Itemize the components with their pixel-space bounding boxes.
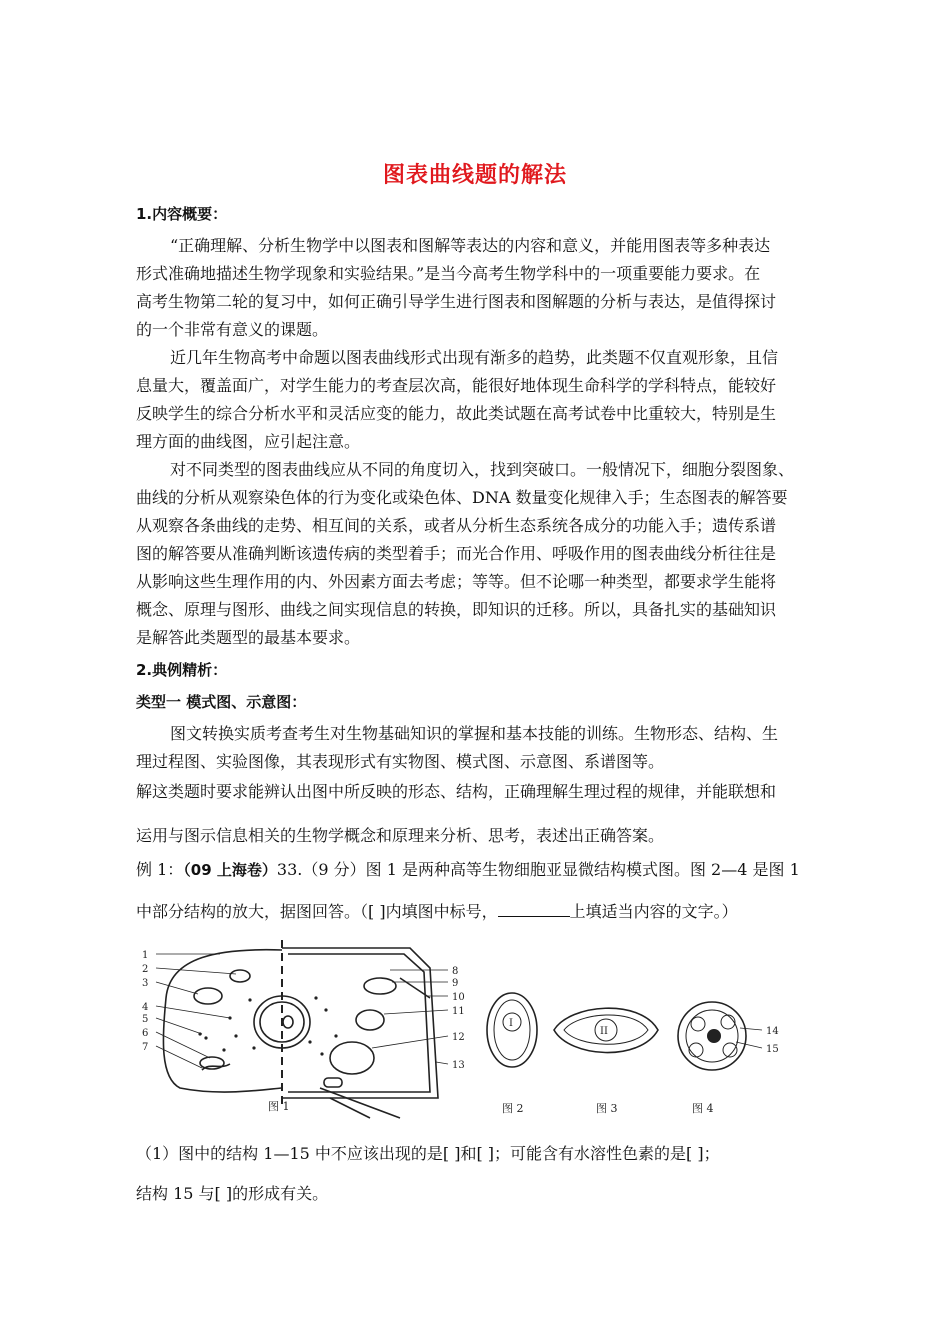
- nucleolus: [283, 1016, 293, 1028]
- example-1-line-2: [136, 902, 816, 922]
- vacuole: [330, 1042, 374, 1074]
- figure-caption: 图 3: [596, 1102, 618, 1115]
- paragraph-line: 从影响这些生理作用的内、外因素方面去考虑；等等。但不论哪一种类型，都要求学生能将: [136, 572, 777, 591]
- structure-label: 12: [452, 1032, 465, 1043]
- paragraph-line: 从观察各条曲线的走势、相互间的关系，或者从分析生态系统各成分的功能入手；遗传系谱: [136, 516, 777, 535]
- answer-blank[interactable]: [498, 902, 570, 917]
- paragraph-line: 图的解答要从准确判断该遗传病的类型着手；而光合作用、呼吸作用的图表曲线分析往往是: [136, 544, 777, 563]
- section-2-heading: 2.典例精析：: [136, 661, 228, 679]
- structure-label: 10: [452, 992, 465, 1003]
- structure-label: 4: [142, 1002, 149, 1013]
- figure-caption: 图 4: [692, 1102, 714, 1115]
- figure-2-mark: I: [509, 1018, 513, 1029]
- example-text: 上填适当内容的文字。）: [569, 902, 738, 921]
- paragraph-line: “正确理解、分析生物学中以图表和图解等表达的内容和意义，并能用图表等多种表达: [170, 236, 771, 255]
- type-1-heading: 类型一 模式图、示意图：: [136, 693, 307, 711]
- plant-cell-wall: [282, 948, 438, 1098]
- example-text: 33.（9 分）图 1 是两种高等生物细胞亚显微结构模式图。图 2—4 是图 1: [276, 860, 800, 879]
- paragraph-line: 形式准确地描述生物学现象和实验结果。”是当今高考生物学科中的一项重要能力要求。在: [136, 264, 761, 283]
- example-prefix: 例 1：: [136, 860, 184, 879]
- structure-label: 9: [452, 978, 459, 989]
- paragraph-line: 近几年生物高考中命题以图表曲线形式出现有渐多的趋势，此类题不仅直观形象，且信: [170, 348, 779, 367]
- figure-caption: 图 1: [268, 1100, 290, 1113]
- golgi-body: [230, 970, 250, 982]
- mitochondrion: [200, 1057, 224, 1069]
- structure-label: 2: [142, 964, 149, 975]
- paragraph-line: 概念、原理与图形、曲线之间实现信息的转换，即知识的迁移。所以，具备扎实的基础知识: [136, 600, 777, 619]
- paragraph-line: 曲线的分析从观察染色体的行为变化或染色体、DNA 数量变化规律入手；生态图表的解答要: [136, 488, 788, 507]
- paragraph-line: 图文转换实质考查考生对生物基础知识的掌握和基本技能的训练。生物形态、结构、生: [170, 724, 779, 743]
- question-1-line-2: 结构 15 与[ ]的形成有关。: [136, 1184, 329, 1203]
- structure-label: 6: [142, 1028, 149, 1039]
- page-title: 图表曲线题的解法: [382, 163, 567, 188]
- paragraph-line: 反映学生的综合分析水平和灵活应变的能力，故此类试题在高考试卷中比重较大，特别是生: [136, 404, 777, 423]
- chloroplast: [356, 1010, 384, 1030]
- structure-label: 13: [452, 1060, 465, 1071]
- cell-structure-figure: [140, 938, 800, 1124]
- animal-cell-membrane: [163, 950, 282, 1092]
- paragraph-line: 理过程图、实验图像，其表现形式有实物图、模式图、示意图、系谱图等。: [136, 752, 665, 771]
- figure-3-mark: II: [600, 1026, 608, 1037]
- example-source: （09 上海卷）: [183, 861, 277, 879]
- structure-label: 8: [452, 966, 459, 977]
- paragraph-line: 息量大，覆盖面广，对学生能力的考查层次高，能很好地体现生命科学的学科特点，能较好: [136, 376, 777, 395]
- structure-label: 11: [452, 1006, 465, 1017]
- mitochondrion-inner: [494, 1000, 530, 1060]
- example-text: 中部分结构的放大，据图回答。（[ ]内填图中标号，: [136, 902, 498, 921]
- paragraph-line: 对不同类型的图表曲线应从不同的角度切入，找到突破口。一般情况下，细胞分裂图象、: [170, 460, 795, 479]
- paragraph-line: 高考生物第二轮的复习中，如何正确引导学生进行图表和图解题的分析与表达，是值得探讨: [136, 292, 777, 311]
- example-1-line-1: [136, 860, 816, 880]
- structure-label: 5: [142, 1014, 149, 1025]
- structure-label: 15: [766, 1044, 779, 1055]
- paragraph-line: 的一个非常有意义的课题。: [136, 320, 329, 339]
- chloroplast: [364, 978, 396, 994]
- structure-label: 14: [766, 1026, 779, 1037]
- paragraph-line: 是解答此类题型的最基本要求。: [136, 628, 361, 647]
- structure-label: 1: [142, 950, 149, 961]
- question-1-line-1: （1）图中的结构 1—15 中不应该出现的是[ ]和[ ]；可能含有水溶性色素的是[ ]；: [136, 1144, 720, 1163]
- structure-label: 3: [142, 978, 149, 989]
- mitochondrion: [194, 988, 222, 1004]
- figure-caption: 图 2: [502, 1102, 524, 1115]
- mitochondrion: [324, 1078, 342, 1087]
- section-1-heading: 1.内容概要：: [136, 205, 228, 223]
- paragraph-line: 解这类题时要求能辨认出图中所反映的形态、结构，正确理解生理过程的规律，并能联想和: [136, 782, 777, 801]
- structure-label: 7: [142, 1042, 149, 1053]
- plasmodesma-line: [330, 1098, 370, 1118]
- paragraph-line: 理方面的曲线图，应引起注意。: [136, 432, 361, 451]
- nucleolus: [707, 1029, 721, 1043]
- paragraph-line: 运用与图示信息相关的生物学概念和原理来分析、思考，表述出正确答案。: [136, 826, 665, 845]
